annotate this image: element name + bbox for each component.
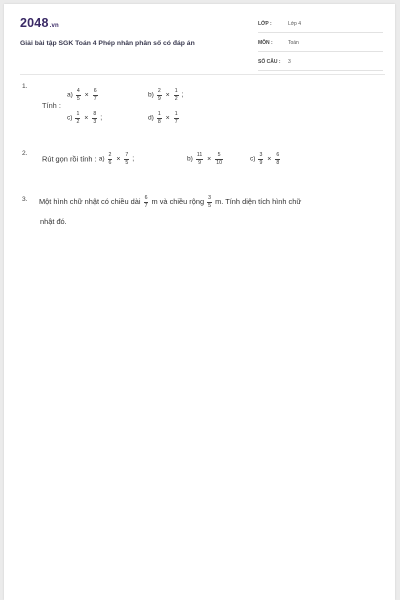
part-label: d) [148, 114, 154, 122]
q1-part-d [148, 111, 180, 125]
worksheet-page [4, 4, 395, 600]
fraction-length: $\frac{6}{7}$ [144, 195, 148, 209]
times-operator: × [84, 91, 89, 99]
part-label: c) [250, 155, 256, 163]
logo-main: 2048 [20, 16, 49, 30]
fraction: $\frac{1}{2}$ [76, 111, 80, 125]
meta-label: MÔN : [258, 40, 273, 46]
fraction: $\frac{6}{8}$ [276, 152, 280, 166]
document-title: Giải bài tập SGK Toán 4 Phép nhân phân số có đáp án [20, 40, 195, 47]
site-logo[interactable] [20, 16, 59, 30]
times-operator: × [165, 114, 170, 122]
meta-row-class [258, 20, 383, 33]
fraction: $\frac{2}{6}$ [108, 152, 112, 166]
page-header [20, 16, 385, 76]
question-lead: Rút gọn rồi tính : [42, 154, 99, 164]
meta-value: 3 [288, 59, 291, 65]
q1-part-c: c) $\frac{1}{2}$ × $\frac{8}{3}$ ; [67, 111, 103, 125]
fraction: $\frac{11}{9}$ [196, 152, 203, 166]
fraction: $\frac{6}{7}$ [93, 88, 97, 102]
part-label: a) [67, 91, 73, 99]
meta-value: Lớp 4 [288, 21, 302, 27]
question-text-continued: nhật đó. [40, 217, 67, 226]
meta-label: SỐ CÂU : [258, 59, 281, 65]
header-divider [20, 74, 385, 75]
fraction: $\frac{3}{9}$ [259, 152, 263, 166]
question-number: 3. [22, 196, 28, 203]
q2-part-c [250, 152, 281, 166]
fraction: $\frac{8}{3}$ [93, 111, 97, 125]
times-operator: × [165, 91, 170, 99]
fraction: $\frac{4}{5}$ [76, 88, 80, 102]
q2-part-a: Rút gọn rồi tính : a) $\frac{2}{6}$ × $\frac{7}{5}$ ; [42, 152, 135, 166]
part-label: a) [98, 155, 105, 163]
meta-row-question-count [258, 58, 383, 71]
logo-tld: .vn [49, 23, 59, 29]
times-operator: × [116, 155, 121, 163]
fraction: $\frac{1}{2}$ [174, 88, 178, 102]
meta-value: Toán [288, 40, 299, 46]
part-label: b) [187, 155, 193, 163]
fraction: $\frac{1}{7}$ [174, 111, 178, 125]
meta-row-subject [258, 39, 383, 52]
part-label: b) [148, 91, 154, 99]
meta-label: LỚP : [258, 21, 272, 27]
fraction: $\frac{1}{8}$ [157, 111, 161, 125]
fraction-width: $\frac{3}{5}$ [208, 195, 212, 209]
times-operator: × [207, 155, 212, 163]
times-operator: × [267, 155, 272, 163]
meta-info [258, 20, 383, 77]
fraction: $\frac{7}{5}$ [125, 152, 129, 166]
question-lead: Tính : [42, 101, 61, 110]
question-number: 2. [22, 150, 28, 157]
q2-part-b [187, 152, 224, 166]
part-label: c) [67, 114, 73, 122]
q1-part-a [67, 88, 99, 102]
fraction: $\frac{2}{9}$ [157, 88, 161, 102]
question-number: 1. [22, 83, 28, 90]
times-operator: × [84, 114, 89, 122]
fraction: $\frac{5}{10}$ [216, 152, 222, 166]
question-text: Một hình chữ nhật có chiều dài $\frac{6}{7}$ m và chiều rộng $\frac{3}{5}$ m. Tính diện tích hình chữ [39, 195, 302, 209]
q1-part-b: b) $\frac{2}{9}$ × $\frac{1}{2}$ ; [148, 88, 184, 102]
